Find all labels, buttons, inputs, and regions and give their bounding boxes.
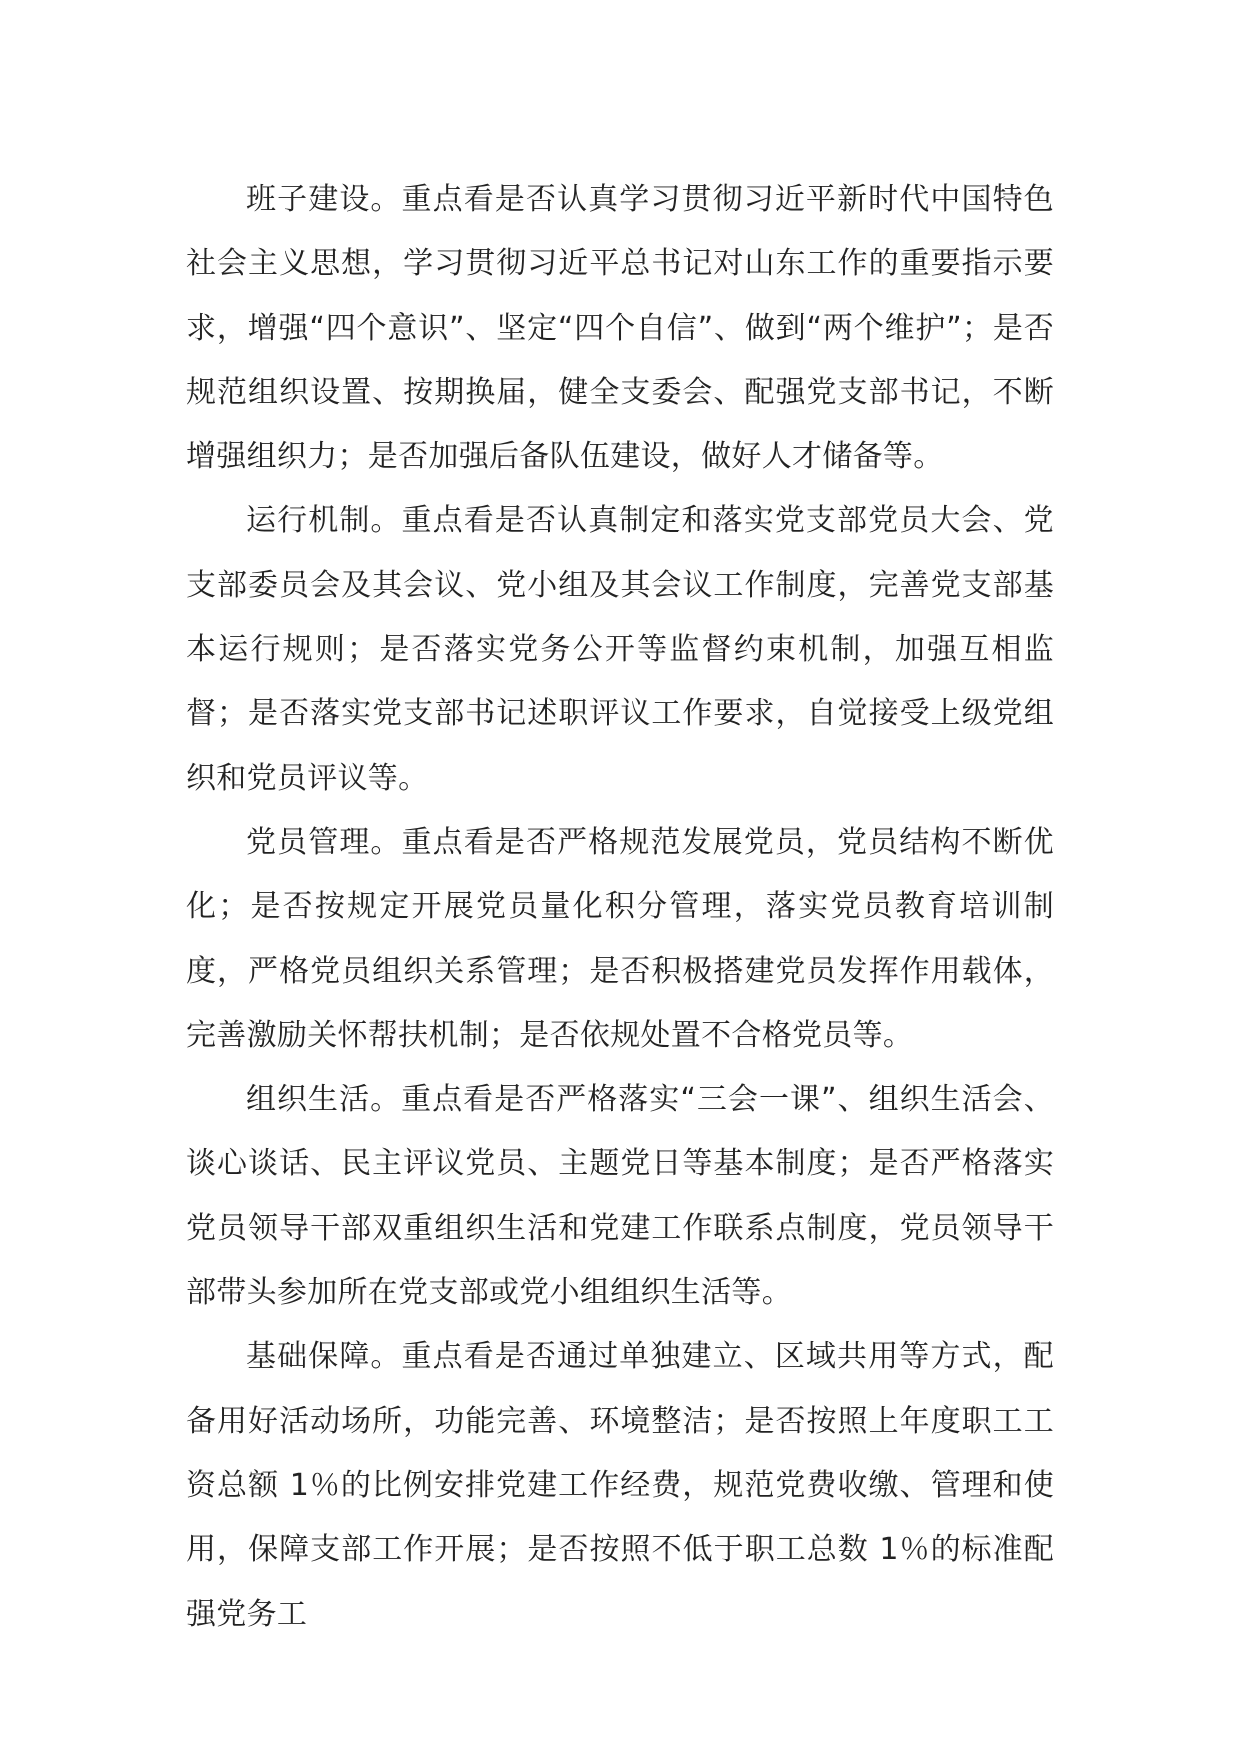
- paragraph-organizational-life: 组织生活。重点看是否严格落实“三会一课”、组织生活会、谈心谈话、民主评议党员、主题党日等基本制度；是否严格落实党员领导干部双重组织生活和党建工作联系点制度，党员领导干部带头参加所在党支部或党小组组织生活等。: [186, 1082, 1054, 1311]
- paragraph-member-management: 党员管理。重点看是否严格规范发展党员，党员结构不断优化；是否按规定开展党员量化积分管理，落实党员教育培训制度，严格党员组织关系管理；是否积极搭建党员发挥作用载体，完善激励关怀帮扶机制；是否依规处置不合格党员等。: [186, 824, 1054, 1053]
- paragraph-basic-support: 基础保障。重点看是否通过单独建立、区域共用等方式，配备用好活动场所，功能完善、环境整洁；是否按照上年度职工工资总额 1％的比例安排党建工作经费，规范党费收缴、管理和使用，保障支部工作开展；是否按照不低于职工总数 1％的标准配强党务工: [186, 1339, 1054, 1632]
- paragraph-operating-mechanism: 运行机制。重点看是否认真制定和落实党支部党员大会、党支部委员会及其会议、党小组及其会议工作制度，完善党支部基本运行规则；是否落实党务公开等监督约束机制，加强互相监督；是否落实党支部书记述职评议工作要求，自觉接受上级党组织和党员评议等。: [186, 503, 1054, 796]
- paragraph-team-building: 班子建设。重点看是否认真学习贯彻习近平新时代中国特色社会主义思想，学习贯彻习近平总书记对山东工作的重要指示要求，增强“四个意识”、坚定“四个自信”、做到“两个维护”；是否规范组织设置、按期换届，健全支委会、配强党支部书记，不断增强组织力；是否加强后备队伍建设，做好人才储备等。: [186, 182, 1054, 475]
- document-body: [186, 168, 1054, 1647]
